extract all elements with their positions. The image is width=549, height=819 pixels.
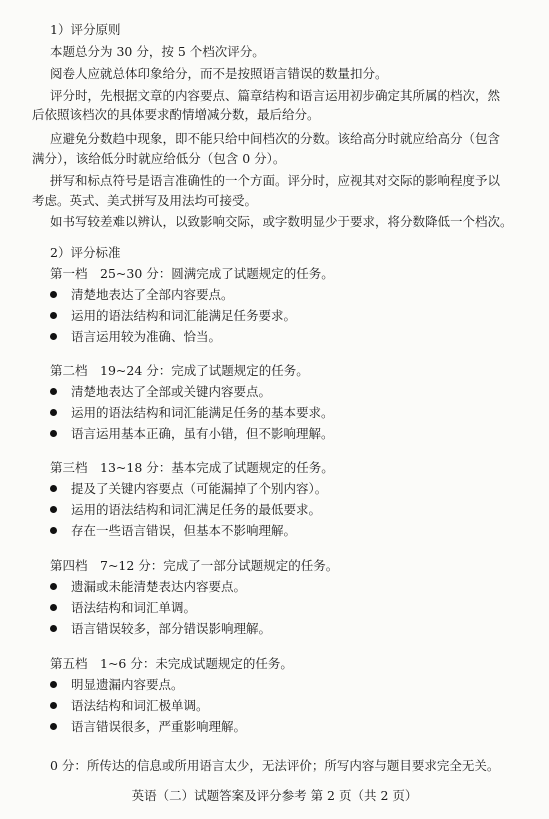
band-5-item-2: 语法结构和词汇极单调。 [50, 698, 209, 714]
principle-line-8: 考虑。英式、美式拼写及用法均可接受。 [32, 193, 258, 208]
principle-line-4: 后依照该档次的具体要求酌情增减分数，最后给分。 [32, 107, 320, 122]
band-3-item-1: 提及了关键内容要点（可能漏掉了个别内容）。 [50, 481, 327, 497]
band-4-item-2: 语法结构和词汇单调。 [50, 600, 196, 616]
bullet-icon [50, 333, 57, 340]
band-4-title: 第四档 7~12 分：完成了一部分试题规定的任务。 [50, 558, 339, 573]
band-1-title: 第一档 25~30 分：圆满完成了试题规定的任务。 [50, 266, 334, 281]
page-footer: 英语（二）试题答案及评分参考 第 2 页（共 2 页） [131, 788, 418, 803]
principle-line-7: 拼写和标点符号是语言准确性的一个方面。评分时，应视其对交际的影响程度予以 [50, 173, 501, 188]
bullet-icon [50, 681, 57, 688]
band-3-title: 第三档 13~18 分：基本完成了试题规定的任务。 [50, 460, 334, 475]
band-4-item-1: 遗漏或未能清楚表达内容要点。 [50, 579, 246, 595]
band-2-item-3: 语言运用基本正确，虽有小错，但不影响理解。 [50, 426, 334, 442]
bullet-icon [50, 312, 57, 319]
band-3-item-3: 存在一些语言错误，但基本不影响理解。 [50, 523, 296, 539]
bullet-icon [50, 430, 57, 437]
band-5-item-3: 语言错误很多，严重影响理解。 [50, 719, 246, 735]
band-5-item-1: 明显遗漏内容要点。 [50, 677, 184, 693]
principle-line-2: 阅卷人应就总体印象给分，而不是按照语言错误的数量扣分。 [50, 66, 388, 81]
band-4-item-3: 语言错误较多，部分错误影响理解。 [50, 621, 271, 637]
band-1-item-2: 运用的语法结构和词汇能满足任务要求。 [50, 308, 296, 324]
bullet-icon [50, 583, 57, 590]
band-3-item-2: 运用的语法结构和词汇满足任务的最低要求。 [50, 502, 321, 518]
band-5-title: 第五档 1~6 分：未完成试题规定的任务。 [50, 656, 293, 671]
zero-score-rule: 0 分：所传达的信息或所用语言太少，无法评价；所写内容与题目要求完全无关。 [50, 758, 500, 773]
principle-line-3: 评分时，先根据文章的内容要点、篇章结构和语言运用初步确定其所属的档次，然 [50, 88, 501, 103]
principle-line-9: 如书写较差难以辨认，以致影响交际，或字数明显少于要求，将分数降低一个档次。 [50, 214, 513, 229]
bullet-icon [50, 291, 57, 298]
band-2-title: 第二档 19~24 分：完成了试题规定的任务。 [50, 363, 309, 378]
bullet-icon [50, 409, 57, 416]
bullet-icon [50, 506, 57, 513]
bullet-icon [50, 702, 57, 709]
band-1-item-3: 语言运用较为准确、恰当。 [50, 329, 221, 345]
band-2-item-2: 运用的语法结构和词汇能满足任务的基本要求。 [50, 405, 334, 421]
principles-heading: 1）评分原则 [50, 22, 121, 37]
bullet-icon [50, 388, 57, 395]
band-2-item-1: 清楚地表达了全部或关键内容要点。 [50, 384, 271, 400]
principle-line-1: 本题总分为 30 分，按 5 个档次评分。 [50, 44, 265, 59]
criteria-heading: 2）评分标准 [50, 245, 121, 260]
bullet-icon [50, 485, 57, 492]
principle-line-6: 满分），该给低分时就应给低分（包含 0 分）。 [32, 151, 286, 166]
band-1-item-1: 清楚地表达了全部内容要点。 [50, 287, 234, 303]
bullet-icon [50, 723, 57, 730]
bullet-icon [50, 604, 57, 611]
principle-line-5: 应避免分数趋中现象，即不能只给中间档次的分数。该给高分时就应给高分（包含 [50, 131, 501, 146]
bullet-icon [50, 527, 57, 534]
bullet-icon [50, 625, 57, 632]
